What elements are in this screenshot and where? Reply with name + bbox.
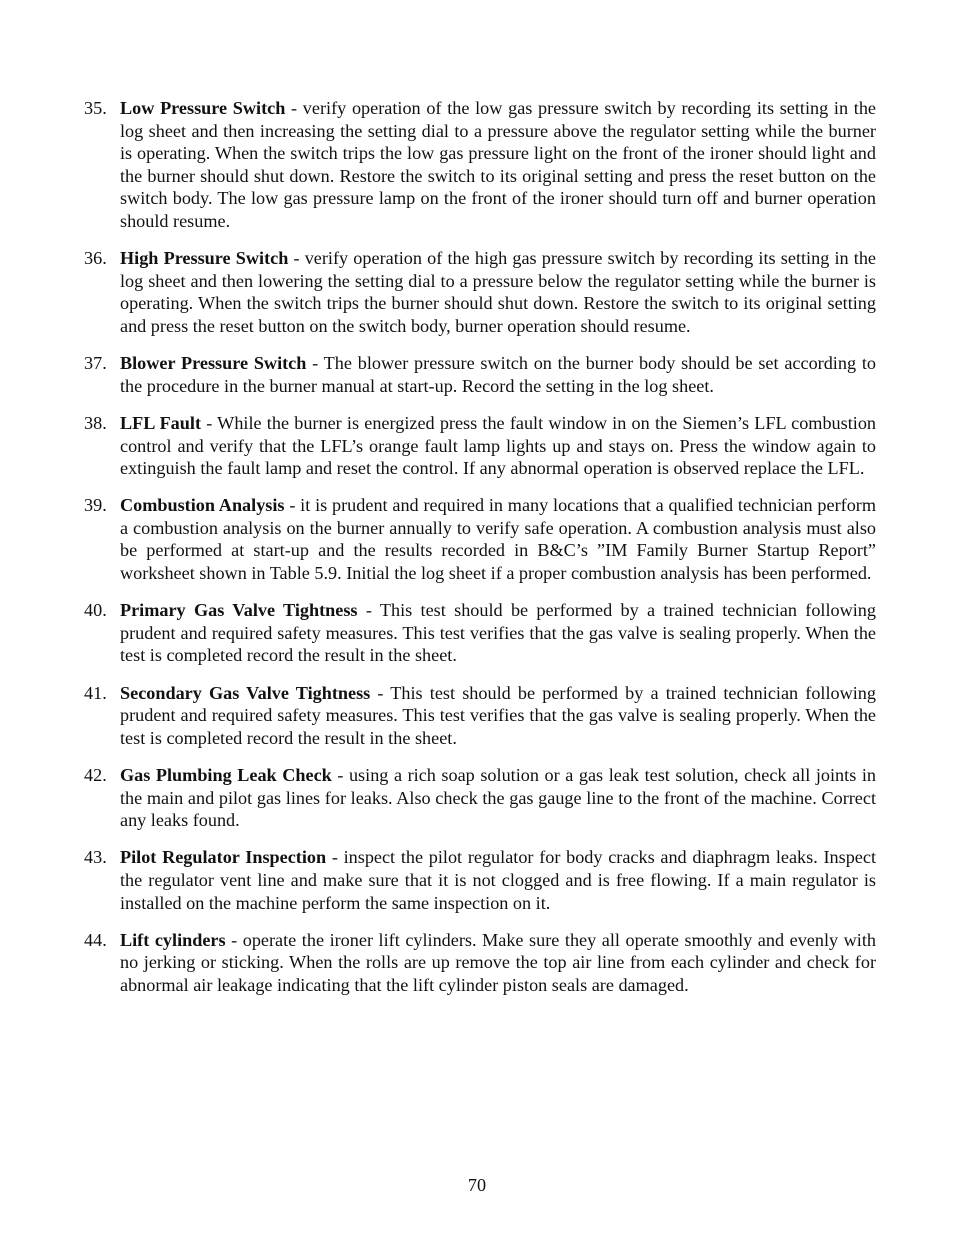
item-description: - verify operation of the low gas pressure switch by recording its setting in the log sheet and then increasing the setting dial to a pressure above the regulator setting while the burner is operating. When the switch trips the low gas pressure light on the front of the ironer should light and the burner should shut down. Restore the switch to its original setting and press the reset button on the switch body. The low gas pressure lamp on the front of the ironer should turn off and burner operation should resume. [120, 98, 876, 231]
item-number: 40. [84, 600, 107, 621]
item-number: 38. [84, 412, 107, 433]
item-description: - inspect the pilot regulator for body cracks and diaphragm leaks. Inspect the regulator vent line and make sure that it is not clogged and is free flowing. If a main regulator is installed on the machine perform the same inspection on it. [120, 847, 876, 913]
item-description: - operate the ironer lift cylinders. Make sure they all operate smoothly and evenly with no jerking or sticking. When the rolls are up remove the top air line from each cylinder and check for abnormal air leakage indicating that the lift cylinder piston seals are damaged. [120, 929, 876, 995]
item-description: - verify operation of the high gas pressure switch by recording its setting in the log sheet and then lowering the setting dial to a pressure below the regulator setting while the burner is operating. When the switch trips the burner should shut down. Restore the switch to its original setting and press the reset button on the switch body, burner operation should resume. [120, 248, 876, 336]
item-title: Combustion Analysis [120, 495, 285, 516]
item-number: 39. [84, 495, 107, 516]
item-description: - This test should be performed by a trained technician following prudent and required safety measures. This test verifies that the gas valve is sealing properly. When the test is completed record the result in the sheet. [120, 682, 876, 748]
item-number: 37. [84, 353, 107, 374]
list-item [84, 352, 876, 397]
list-item [84, 412, 876, 480]
item-description: - The blower pressure switch on the burner body should be set according to the procedure in the burner manual at start-up. Record the setting in the log sheet. [120, 353, 876, 396]
list-item [84, 494, 876, 584]
list-item [84, 764, 876, 832]
item-title: Secondary Gas Valve Tightness [120, 682, 371, 703]
item-title: Primary Gas Valve Tightness [120, 600, 358, 621]
item-number: 44. [84, 929, 107, 950]
item-title: Blower Pressure Switch [120, 353, 307, 374]
item-number: 43. [84, 847, 107, 868]
item-title: Low Pressure Switch [120, 98, 286, 118]
list-item [84, 247, 876, 337]
item-title: Lift cylinders [120, 929, 226, 950]
list-item [84, 846, 876, 914]
list-item [84, 97, 876, 233]
item-number: 41. [84, 682, 107, 703]
item-title: Gas Plumbing Leak Check [120, 765, 332, 785]
list-item [84, 682, 876, 750]
item-title: LFL Fault [120, 412, 202, 433]
item-title: High Pressure Switch [120, 248, 289, 269]
maintenance-item-list [84, 97, 876, 1011]
item-number: 36. [84, 248, 107, 269]
item-description: - This test should be performed by a trained technician following prudent and required safety measures. This test verifies that the gas valve is sealing properly. When the test is completed record the result in the sheet. [120, 600, 876, 666]
page-number: 70 [467, 1175, 487, 1195]
item-number: 42. [84, 765, 107, 785]
item-number: 35. [84, 98, 107, 118]
item-description: - While the burner is energized press the fault window in on the Siemen’s LFL combustion control and verify that the LFL’s orange fault lamp lights up and stays on. Press the window again to extinguish the fault lamp and reset the control. If any abnormal operation is observed replace the LFL. [120, 412, 877, 479]
item-description: - using a rich soap solution or a gas leak test solution, check all joints in the main and pilot gas lines for leaks. Also check the gas gauge line to the front of the machine. Correct any leaks found. [120, 765, 876, 831]
item-description: - it is prudent and required in many locations that a qualified technician perform a combustion analysis on the burner annually to verify safe operation. A combustion analysis must also be performed at start-up and the results recorded in B&C’s ”IM Family Burner Startup Report” worksheet shown in Table 5.9. Initial the log sheet if a proper combustion analysis has been performed. [120, 495, 877, 584]
item-title: Pilot Regulator Inspection [120, 847, 327, 868]
list-item [84, 599, 876, 667]
list-item [84, 929, 876, 997]
